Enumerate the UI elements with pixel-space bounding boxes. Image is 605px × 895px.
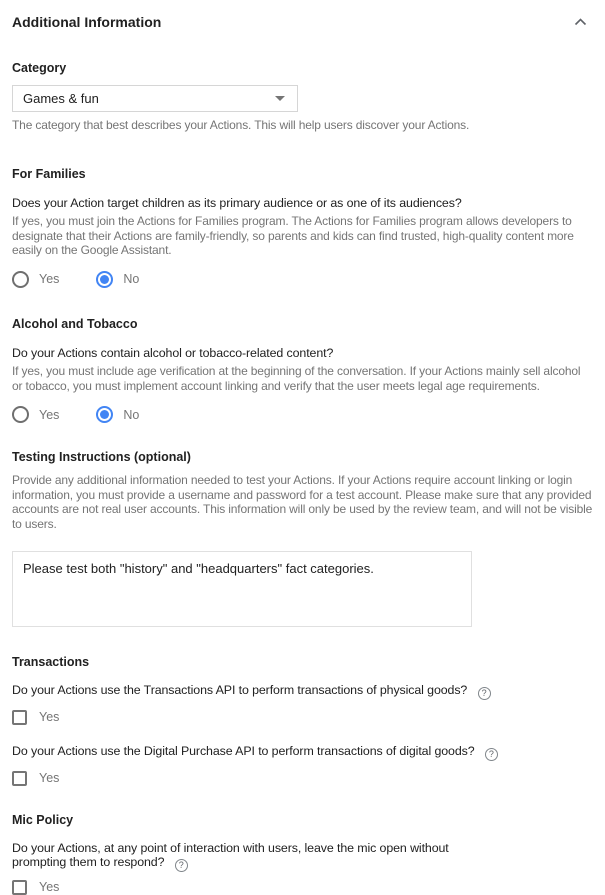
mic-policy-title: Mic Policy bbox=[12, 812, 74, 827]
mic-policy-question bbox=[12, 841, 496, 872]
alcohol-tobacco-yes-radio[interactable] bbox=[12, 406, 59, 423]
for-families-no-radio[interactable] bbox=[96, 271, 139, 288]
help-icon[interactable]: ? bbox=[485, 748, 498, 761]
dropdown-arrow-icon bbox=[275, 96, 285, 101]
transactions-title: Transactions bbox=[12, 655, 90, 669]
transactions-physical-checkbox[interactable] bbox=[12, 710, 27, 725]
radio-unchecked-icon bbox=[12, 406, 29, 423]
for-families-title: For Families bbox=[12, 166, 86, 181]
radio-label[interactable]: No bbox=[123, 272, 140, 286]
radio-checked-icon bbox=[96, 406, 113, 423]
mic-policy-checkbox-row bbox=[12, 880, 593, 895]
for-families-radio-group bbox=[12, 271, 593, 288]
radio-label[interactable]: No bbox=[123, 407, 140, 422]
testing-instructions-title: Testing Instructions (optional) bbox=[12, 450, 191, 464]
transactions-physical-checkbox-row bbox=[12, 710, 593, 725]
category-helper-text: The category that best describes your Actions. This will help users discover your Actions. bbox=[12, 118, 470, 132]
alcohol-tobacco-helper-text: If yes, you must include age verification at the beginning of the conversation. If your Actions mainly sell alcohol or tobacco, you must implement account linking and verify that the user meets legal age requirements. bbox=[12, 364, 581, 393]
help-icon[interactable]: ? bbox=[478, 687, 491, 700]
checkbox-label[interactable]: Yes bbox=[39, 880, 60, 895]
question-text: Do your Actions, at any point of interaction with users, leave the mic open without prompting them to respond? bbox=[12, 840, 449, 869]
section-header bbox=[12, 0, 593, 30]
category-select[interactable] bbox=[12, 85, 298, 112]
checkbox-label[interactable]: Yes bbox=[39, 710, 60, 725]
question-text: Do your Actions use the Digital Purchase API to perform transactions of digital goods? bbox=[12, 743, 475, 758]
alcohol-tobacco-title: Alcohol and Tobacco bbox=[12, 316, 138, 331]
for-families-yes-radio[interactable] bbox=[12, 271, 59, 288]
alcohol-tobacco-radio-group bbox=[12, 406, 593, 423]
help-icon[interactable]: ? bbox=[175, 859, 188, 872]
for-families-helper-text: If yes, you must join the Actions for Families program. The Actions for Families program allows developers to designate that their Actions are family-friendly, so parents and kids can find trusted, high-quality content more easily on the Google Assistant. bbox=[12, 214, 574, 257]
for-families-question: Does your Action target children as its primary audience or as one of its audiences? bbox=[12, 195, 462, 210]
alcohol-tobacco-no-radio[interactable] bbox=[96, 406, 139, 423]
transactions-digital-question bbox=[12, 744, 593, 761]
category-label: Category bbox=[12, 61, 67, 75]
transactions-digital-checkbox-row bbox=[12, 771, 593, 786]
transactions-digital-checkbox[interactable] bbox=[12, 771, 27, 786]
radio-label[interactable]: Yes bbox=[39, 272, 60, 286]
mic-policy-checkbox[interactable] bbox=[12, 880, 27, 895]
checkbox-label[interactable]: Yes bbox=[39, 771, 60, 785]
category-selected-value: Games & fun bbox=[23, 91, 99, 106]
transactions-physical-question bbox=[12, 683, 593, 700]
question-text: Do your Actions use the Transactions API to perform transactions of physical goods? bbox=[12, 683, 468, 697]
testing-instructions-helper-text: Provide any additional information needed to test your Actions. If your Actions require account linking or login information, you must provide a username and password for a test account. Please make sure that any provided accounts are not real user accounts. This information will only be used by the review team, and will not be visible to users. bbox=[12, 473, 593, 531]
radio-unchecked-icon bbox=[12, 271, 29, 288]
collapse-section-button[interactable] bbox=[570, 16, 591, 28]
chevron-up-icon bbox=[574, 14, 587, 29]
alcohol-tobacco-question: Do your Actions contain alcohol or tobacco-related content? bbox=[12, 345, 334, 360]
page-title: Additional Information bbox=[12, 14, 162, 30]
radio-label[interactable]: Yes bbox=[39, 407, 60, 422]
radio-checked-icon bbox=[96, 271, 113, 288]
testing-instructions-input[interactable] bbox=[12, 551, 472, 627]
